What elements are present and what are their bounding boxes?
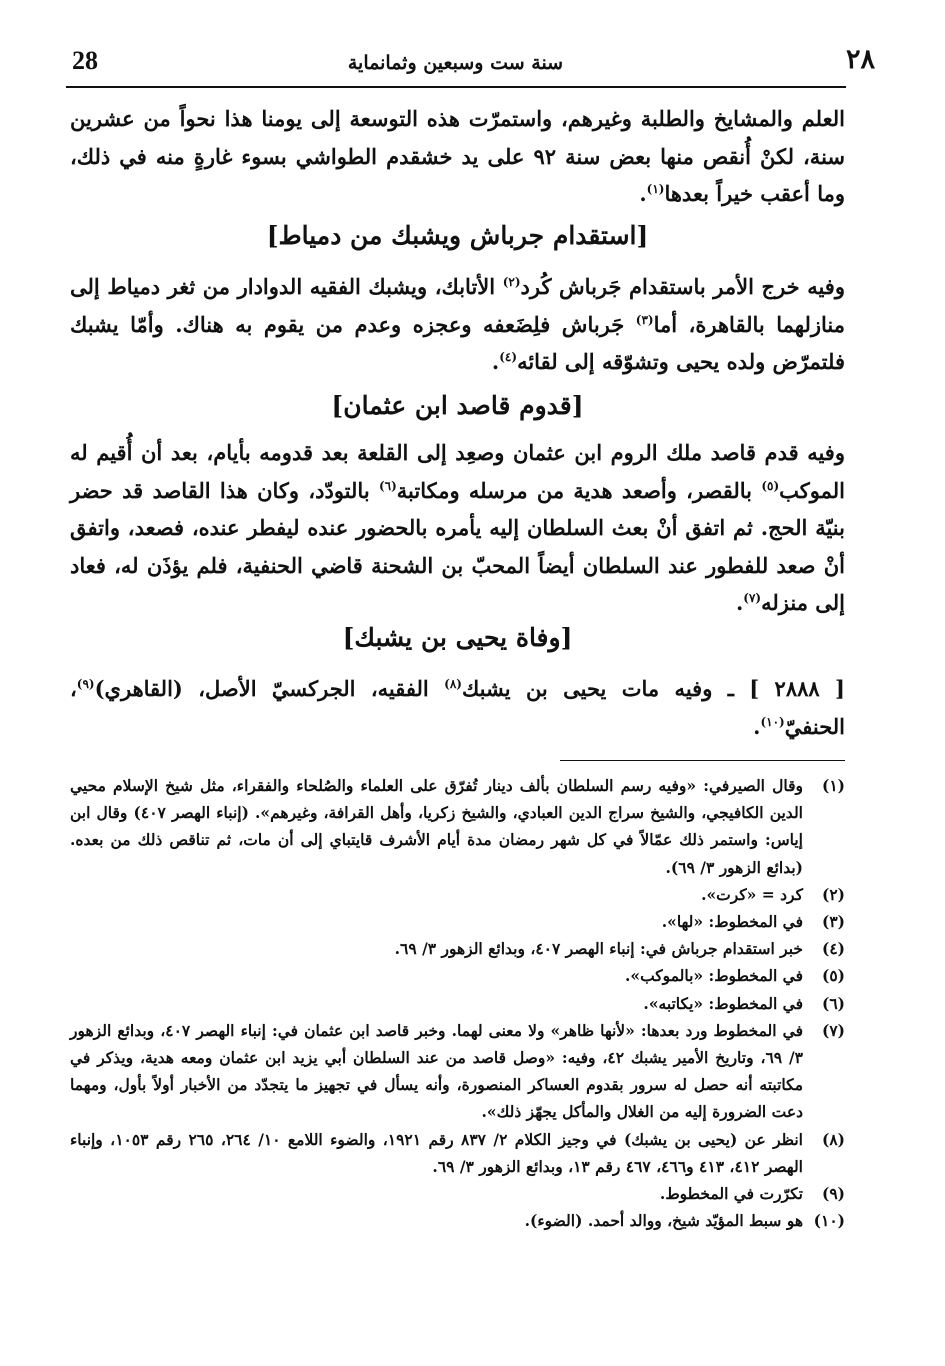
page-header (66, 44, 875, 84)
footnote-marker: (٩) (76, 677, 95, 691)
footnote-number: (٤) (821, 939, 845, 959)
footnote-text: تكرّرت في المخطوط. (659, 1184, 803, 1204)
footnote-number: (٥) (821, 966, 845, 986)
footnote-number: (٢) (821, 884, 845, 904)
footnote-text: كرد = «كرت». (701, 884, 803, 904)
footnote-marker: (٧) (743, 591, 762, 605)
section-heading-3: [وفاة يحيى بن يشبك] (342, 623, 573, 652)
footnote-separator (560, 760, 845, 761)
footnote-marker: (٣) (635, 312, 654, 327)
footnotes (70, 772, 845, 1234)
paragraph-3: [ ٢٨٨٨ ] ـ وفيه مات يحيى بن يشبك$^{(٨)}$ الفقيه، الجركسيّ الأصل، (القاهري)$^{(٩)}$، الحنفيّ$^{(١٠)}$. (70, 676, 845, 739)
footnote-marker: (١) (646, 182, 665, 196)
footnote (70, 1207, 845, 1234)
footnote-number: (٨) (821, 1129, 845, 1149)
footnote (70, 908, 845, 935)
footnote (70, 935, 845, 962)
footnote-text: في المخطوط ورد بعدها: «لأنها ظاهر» ولا معنى لهما. وخبر قاصد ابن عثمان في: إنباء الهصر ٤٠٧، وبدائع الزهور ٣/ ٦٩، وتاريخ الأمير يشبك ٤٢، وفيه: «وصل قاصد من عند السلطان أبي يزيد ابن عثمان ومعه هدية، ويذكر في مكاتبته أنه حصل له سرور بقدوم العساكر المنصورة، وأنه يسأل في تجهيز ما يتجدّد من الأخبار أولاً بأول، ومهما دعت الضرورة إليه من الغلال والمأكل يجهّز ذلك». (70, 1020, 803, 1122)
footnote (70, 1180, 845, 1207)
paragraph-intro: العلم والمشايخ والطلبة وغيرهم، واستمرّت هذه التوسعة إلى يومنا هذا نحواً من عشرين سنة، لكنْ أُنقص منها بعض سنة ٩٢ على يد خشقدم الطواشي بسوء غارةٍ منه في ذلك، وما أعقب خيراً بعدها$^{(١)}$. (70, 106, 845, 206)
footnote (70, 772, 845, 881)
footnote-marker: (١٠) (760, 714, 785, 729)
footnote-text: في المخطوط: «لها». (661, 912, 803, 932)
footnote-text: خبر استقدام جرباش في: إنباء الهصر ٤٠٧، وبدائع الزهور ٣/ ٦٩. (394, 939, 803, 959)
footnote (70, 1017, 845, 1126)
page-number-latin: 28 (72, 46, 98, 75)
footnote-number: (١٠) (813, 1211, 845, 1231)
footnote-number: (٧) (821, 1020, 845, 1040)
footnote (70, 990, 845, 1017)
footnote-text: في المخطوط: «يكاتبه». (643, 993, 803, 1013)
footnote-marker: (٦) (378, 478, 397, 493)
paragraph-2: وفيه قدم قاصد ملك الروم ابن عثمان وصعِد إلى القلعة بعد قدومه بأيام، بعد أن أُقيم له الموكب$^{(٥)}$ بالقصر، وأصعد هدية من مرسله ومكاتبة$^{(٦)}$ بالتودّد، وكان هذا القاصد قد حضر بنيّة الحج. ثم اتفق أنْ بعث السلطان إليه يأمره بالحضور عنده ليفطر عنده، فصعد، واتفق أنْ صعد للفطور عند السلطان أيضاً المحبّ بن الشحنة قاضي الحنفية، فلم يؤذَن له، فعاد إلى منزله$^{(٧)}$. (70, 440, 845, 615)
page-number-arabic: ٢٨ (845, 44, 875, 75)
section-heading-1: [استقدام جرباش ويشبك من دمياط] (266, 221, 649, 250)
footnote (70, 962, 845, 989)
footnote-number: (٦) (821, 993, 845, 1013)
footnote-text: وقال الصيرفي: «وفيه رسم السلطان بألف دينار تُفرّق على العلماء والصُلحاء والفقراء، مثل شيخ الإسلام محيي الدين الكافيجي، والشيخ سراج الدين العبادي، والشيخ زكريا، وأهل القرافة، وغيرهم». (إنباء الهصر ٤٠٧) وقال ابن إياس: واستمر ذلك عمّالاً في كل شهر رمضان مدة أيام الأشرف قايتباي إلى أن مات، ثم تناقص ذلك من بعده. (بدائع الزهور ٣/ ٦٩). (70, 776, 803, 877)
footnote-number: (٣) (821, 912, 845, 932)
footnote-marker: (٨) (444, 677, 462, 691)
footnote-text: هو سبط المؤيّد شيخ، ووالد أحمد. (الضوء). (524, 1211, 803, 1231)
section-heading-2: [قدوم قاصد ابن عثمان] (331, 391, 584, 420)
footnote-text: انظر عن (يحيى بن يشبك) في وجيز الكلام ٢/ ٨٣٧ رقم ١٩٢١، والضوء اللامع ١٠/ ٢٦٤، ٢٦٥ رقم ١٠٥٣، وإنباء الهصر ٤١٢، ٤١٣ و٤٦٦، ٤٦٧ رقم ١٣، وبدائع الزهور ٣/ ٦٩. (70, 1129, 803, 1176)
footnote (70, 881, 845, 908)
footnote-number: (١) (821, 776, 845, 795)
footnote-text: في المخطوط: «بالموكب». (625, 966, 803, 986)
footnote-marker: (٥) (761, 478, 780, 493)
header-rule (66, 86, 846, 88)
footnote-marker: (٤) (499, 350, 518, 364)
running-title: سنة ست وسبعين وثمانماية (347, 52, 564, 74)
paragraph-1: وفيه خرج الأمر باستقدام جَرباش كُرد$^{(٢)}$ الأتابك، ويشبك الفقيه الدوادار من ثغر دمياط إلى منازلهما بالقاهرة، أما$^{(٣)}$ جَرباش فلِضَعفه وعجزه وعدم من يقوم به هناك. وأمّا يشبك فلتمرّض ولده يحيى وتشوّقه إلى لقائه$^{(٤)}$. (70, 274, 845, 374)
footnote-marker: (٢) (502, 275, 521, 289)
footnote-number: (٩) (821, 1184, 845, 1204)
footnote (70, 1126, 845, 1180)
